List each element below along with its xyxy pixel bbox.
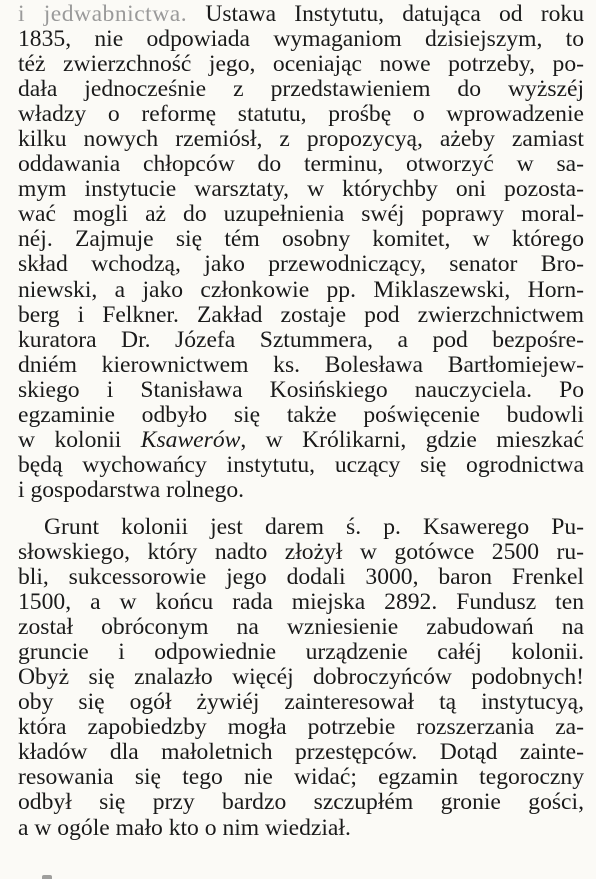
lead-fragment: i jedwabnictwa.	[18, 2, 188, 27]
text-line-content: Ustawa Instytutu, datująca od roku	[205, 2, 584, 27]
text-line: resowania się tego nie widać; egzamin tegoroczny	[18, 765, 584, 791]
text-line: kuratora Dr. Józefa Sztummera, a pod bezpośre-	[18, 327, 584, 353]
text-line: dała jednocześnie z przedstawieniem do wyższéj	[18, 77, 584, 103]
text-line: wać mogli aż do uzupełnienia swéj poprawy moral-	[18, 202, 584, 228]
text-line: berg i Felkner. Zakład zostaje pod zwierzchnictwem	[18, 302, 584, 328]
text-line: która zapobiedzby mogła potrzebie rozszerzania za-	[18, 715, 584, 741]
text-line: władzy o reformę statutu, prośbę o wprowadzenie	[18, 102, 584, 128]
italic-place-name: Ksawerów	[140, 427, 241, 453]
text-line-end: , w Królikarni, gdzie mieszkać	[240, 427, 584, 453]
text-line: skład wchodzą, jako przewodniczący, senator Bro-	[18, 252, 584, 278]
cropped-next-line	[18, 870, 584, 879]
text-line: odbył się przy bardzo szczupłém gronie gości,	[18, 790, 584, 816]
text-line: 1500, a w końcu rada miejska 2892. Fundusz ten	[18, 590, 584, 616]
text-line: bli, sukcessorowie jego dodali 3000, baron Frenkel	[18, 565, 584, 591]
text-line: egzaminie odbyło się także poświęcenie budowli	[18, 402, 584, 428]
text-line: oby się ogół żywiéj zainteresował tą instytucyą,	[18, 690, 584, 716]
text-line: mym instytucie warsztaty, w którychby oni pozosta-	[18, 177, 584, 203]
text-line: Grunt kolonii jest darem ś. p. Ksawerego Pu-	[44, 514, 584, 540]
text-line: gruncie i odpowiednie urządzenie całéj kolonii.	[18, 640, 584, 666]
paragraph-gap	[18, 503, 584, 515]
text-line-start: w kolonii	[18, 427, 122, 453]
text-line: dniém kierownictwem ks. Bolesława Bartłomiejew-	[18, 352, 584, 378]
text-line: kładów dla małoletnich przestępców. Dotąd zainte-	[18, 740, 584, 766]
text-line: Obyż się znalazło więcéj dobroczyńców podobnych!	[18, 665, 584, 691]
text-line	[18, 2, 584, 27]
text-line: będą wychowańcy instytutu, uczący się ogrodnictwa	[18, 452, 584, 478]
text-line: téż zwierzchność jego, oceniając nowe potrzeby, po-	[18, 52, 584, 78]
text-line: został obróconym na wzniesienie zabudowań na	[18, 615, 584, 641]
text-line: oddawania chłopców do terminu, otworzyć w sa-	[18, 152, 584, 178]
text-line: a w ogóle mało kto o nim wiedział.	[18, 815, 351, 841]
text-line: słowskiego, który nadto złożył w gotówce 2500 ru-	[18, 539, 584, 565]
text-line: kilku nowych rzemiósł, z propozycyą, ażeby zamiast	[18, 127, 584, 153]
text-line: skiego i Stanisława Kosińskiego nauczyciela. Po	[18, 377, 584, 403]
text-line: néj. Zajmuje się tém osobny komitet, w którego	[18, 227, 584, 253]
text-line	[18, 428, 584, 453]
document-text	[18, 2, 584, 841]
text-line: niewski, a jako członkowie pp. Miklaszewski, Horn-	[18, 277, 584, 303]
text-line: i gospodarstwa rolnego.	[18, 477, 245, 503]
text-line: 1835, nie odpowiada wymaganiom dzisiejszym, to	[18, 27, 584, 53]
